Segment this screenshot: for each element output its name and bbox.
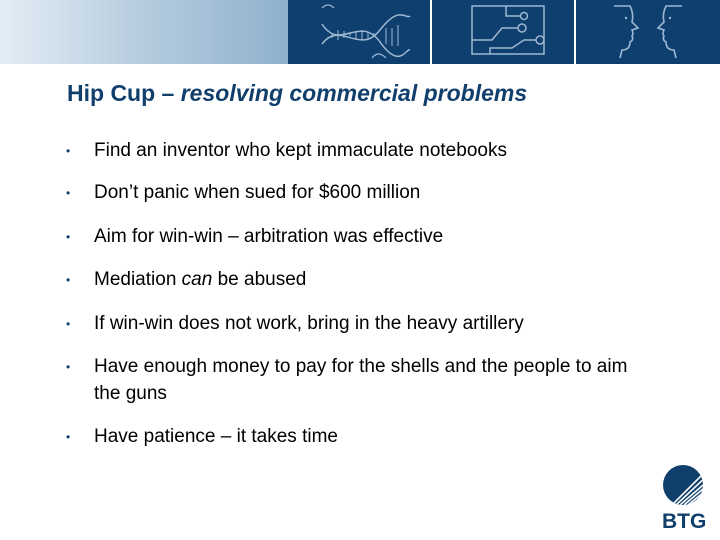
bullet-text: Find an inventor who kept immaculate notebooks [94,140,507,161]
facing-faces-icon [576,0,720,64]
bullet-marker: • [66,273,71,287]
bullet-text: Don’t panic when sued for $600 million [94,182,421,203]
bullet-marker: • [66,317,71,331]
btg-logo-text: BTG [662,510,707,533]
bullet-text: Aim for win-win – arbitration was effective [94,226,444,247]
header-banner [0,0,720,64]
header-gradient [0,0,288,64]
dna-helix-icon [288,0,430,64]
bullet-marker: • [66,186,71,200]
header-panel-circuit [432,0,574,64]
bullet-text: Have enough money to pay for the shells and the people to aim the guns [94,356,628,404]
title-italic-text: resolving commercial problems [180,80,528,106]
bullet-marker: • [66,430,71,444]
circuit-board-icon [432,0,574,64]
bullet-text: If win-win does not work, bring in the heavy artillery [94,313,524,334]
bullet-marker: • [66,360,71,374]
bullet-marker: • [66,230,71,244]
bullet-text: Have patience – it takes time [94,426,338,447]
header-panel-dna [288,0,430,64]
header-panel-faces [576,0,720,64]
bullet-marker: • [66,144,71,158]
slide-title [67,80,527,107]
title-plain-text: Hip Cup – [67,80,181,106]
bullet-text: Mediation can be abused [94,269,307,290]
